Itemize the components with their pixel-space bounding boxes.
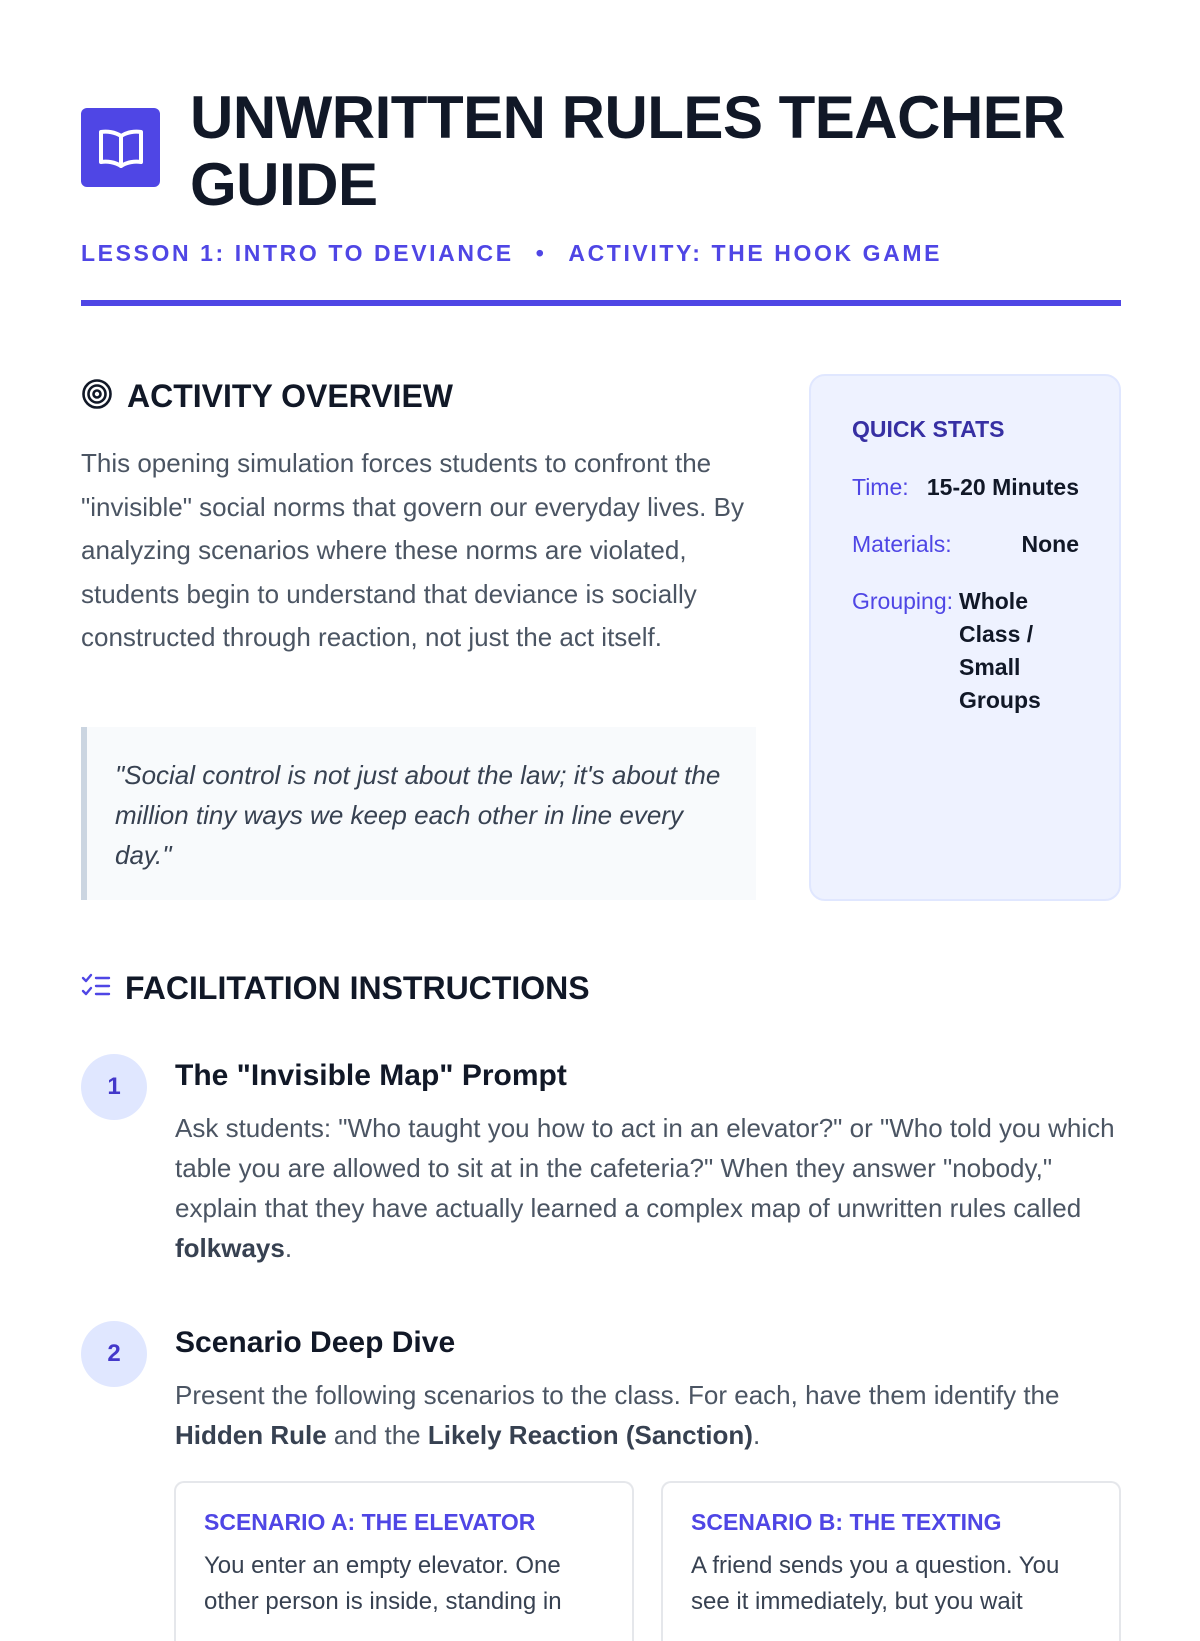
stat-value: Whole Class / Small Groups	[959, 588, 1041, 713]
step-text-part: Present the following scenarios to the class. For each, have them identify the	[175, 1380, 1060, 1410]
subtitle-separator: •	[535, 240, 547, 266]
stat-time	[852, 471, 1079, 504]
lesson-subtitle	[81, 240, 1121, 267]
step-text-part: .	[752, 1420, 761, 1450]
overview-heading	[81, 378, 453, 415]
facilitation-heading-label: FACILITATION INSTRUCTIONS	[125, 970, 590, 1006]
activity-label: ACTIVITY: THE HOOK GAME	[568, 240, 943, 266]
stat-key: Time:	[852, 474, 909, 500]
page-header	[81, 84, 1121, 267]
step-text	[175, 1375, 1121, 1455]
facilitation-heading	[81, 970, 590, 1007]
stat-key: Materials:	[852, 531, 952, 557]
scenario-card-b	[661, 1481, 1121, 1641]
step-2	[81, 1321, 1121, 1455]
scenario-text: You enter an empty elevator. One other person is inside, standing in	[204, 1552, 562, 1615]
quick-stats-title: QUICK STATS	[852, 416, 1005, 442]
scenario-text: A friend sends you a question. You see it immediately, but you wait	[691, 1552, 1060, 1615]
step-title: The "Invisible Map" Prompt	[175, 1059, 567, 1092]
header-divider	[81, 300, 1121, 306]
overview-heading-label: ACTIVITY OVERVIEW	[127, 378, 453, 414]
step-text-part: Ask students: "Who taught you how to act in an elevator?" or "Who told you which table you are allowed to sit at in the cafeteria?" When they answer "nobody," explain that they have actually learned a complex map of unwritten rules called	[175, 1113, 1115, 1223]
stat-value: 15-20 Minutes	[926, 474, 1079, 500]
step-title: Scenario Deep Dive	[175, 1326, 456, 1359]
step-number-badge: 2	[81, 1321, 147, 1387]
hidden-rule-term: Hidden Rule	[175, 1420, 327, 1450]
stat-value: None	[1021, 531, 1079, 557]
quick-stats-panel	[809, 374, 1121, 901]
scenario-card-a	[174, 1481, 634, 1641]
scenario-title: SCENARIO A: THE ELEVATOR	[204, 1509, 536, 1535]
folkways-term: folkways	[175, 1233, 285, 1263]
pull-quote	[81, 727, 756, 900]
step-1	[81, 1054, 1121, 1268]
scenario-title: SCENARIO B: THE TEXTING	[691, 1509, 1002, 1535]
sanction-term: Likely Reaction (Sanction)	[427, 1420, 753, 1450]
lesson-label: LESSON 1: INTRO TO DEVIANCE	[81, 240, 514, 266]
open-book-icon	[81, 108, 160, 187]
stat-key: Grouping:	[852, 588, 954, 614]
step-text	[175, 1108, 1121, 1268]
page-title: UNWRITTEN RULES TEACHER GUIDE	[190, 84, 1066, 218]
step-number-badge: 1	[81, 1054, 147, 1120]
overview-text: This opening simulation forces students to confront the "invisible" social norms that govern our everyday lives. By analyzing scenarios where these norms are violated, students begin to understand that deviance is socially constructed through reaction, not just the act itself.	[81, 448, 744, 652]
stat-materials	[852, 528, 1079, 561]
step-text-part: .	[284, 1233, 293, 1263]
step-text-part: and the	[326, 1420, 428, 1450]
scenario-cards	[174, 1481, 1121, 1641]
target-icon	[81, 378, 113, 415]
checklist-icon	[81, 973, 111, 1004]
pull-quote-text: "Social control is not just about the law; it's about the million tiny ways we keep each other in line every day."	[115, 760, 721, 870]
stat-grouping	[852, 585, 1079, 717]
